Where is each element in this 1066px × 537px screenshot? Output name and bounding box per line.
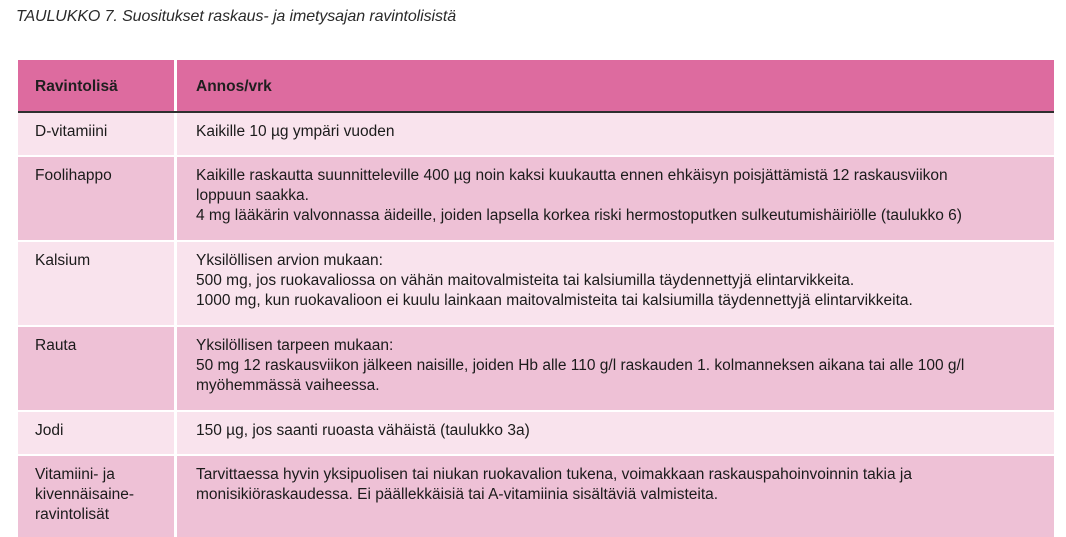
header-dose: Annos/vrk bbox=[196, 78, 272, 95]
dose-line: myöhemmässä vaiheessa. bbox=[196, 377, 380, 394]
table-row-vitamin-mineral bbox=[18, 456, 1054, 537]
table-row-d-vitamin bbox=[18, 113, 1054, 157]
dose-line: 150 µg, jos saanti ruoasta vähäistä (taulukko 3a) bbox=[196, 422, 530, 439]
dose-line: 1000 mg, kun ruokavalioon ei kuulu lainkaan maitovalmisteita tai kalsiumilla täydennettyjä elintarvikkeita. bbox=[196, 292, 913, 309]
supplement-name bbox=[18, 456, 177, 537]
dose-line: monisikiöraskaudessa. Ei päällekkäisiä tai A-vitamiinia sisältäviä valmisteita. bbox=[196, 486, 719, 503]
supplement-name-line: Vitamiini- ja bbox=[35, 466, 115, 483]
supplement-name: Jodi bbox=[18, 412, 177, 454]
table-row-calcium bbox=[18, 242, 1054, 327]
dose-line: Yksilöllisen arvion mukaan: bbox=[196, 252, 383, 269]
supplement-name: Kalsium bbox=[18, 242, 177, 325]
supplement-name-line: ravintolisät bbox=[35, 506, 110, 523]
supplement-name-line: kivennäisaine- bbox=[35, 486, 135, 503]
table-row-iodine bbox=[18, 412, 1054, 456]
dose-cell bbox=[177, 242, 1054, 325]
supplement-name: Rauta bbox=[18, 327, 177, 410]
dose-line: 4 mg lääkärin valvonnassa äideille, joiden lapsella korkea riski hermostoputken sulkeutumishäiriölle (taulukko 6) bbox=[196, 207, 962, 224]
table-row-folic-acid bbox=[18, 157, 1054, 242]
dose-line: loppuun saakka. bbox=[196, 187, 309, 204]
dose-cell bbox=[177, 113, 1054, 155]
dose-line: Tarvittaessa hyvin yksipuolisen tai niukan ruokavalion tukena, voimakkaan raskauspahoinvoinnin takia ja bbox=[196, 466, 912, 483]
dose-line: Kaikille raskautta suunnitteleville 400 µg noin kaksi kuukautta ennen ehkäisyn poisjättämistä 12 raskausviikon bbox=[196, 167, 948, 184]
table-row-iron bbox=[18, 327, 1054, 412]
dose-cell bbox=[177, 157, 1054, 240]
dose-cell bbox=[177, 456, 1054, 537]
supplement-table bbox=[18, 60, 1054, 537]
dose-line: 500 mg, jos ruokavaliossa on vähän maitovalmisteita tai kalsiumilla täydennettyjä elintarvikkeita. bbox=[196, 272, 855, 289]
dose-cell bbox=[177, 327, 1054, 410]
table-caption: TAULUKKO 7. Suositukset raskaus- ja imetysajan ravintolisistä bbox=[16, 8, 456, 25]
supplement-name: Foolihappo bbox=[18, 157, 177, 240]
dose-line: Yksilöllisen tarpeen mukaan: bbox=[196, 337, 394, 354]
dose-line: Kaikille 10 µg ympäri vuoden bbox=[196, 123, 395, 140]
supplement-name: D-vitamiini bbox=[18, 113, 177, 155]
table-header-row bbox=[18, 60, 1054, 111]
header-supplement: Ravintolisä bbox=[18, 60, 177, 111]
dose-cell bbox=[177, 412, 1054, 454]
dose-line: 50 mg 12 raskausviikon jälkeen naisille, joiden Hb alle 110 g/l raskauden 1. kolmanneksen aikana tai alle 100 g/l bbox=[196, 357, 965, 374]
